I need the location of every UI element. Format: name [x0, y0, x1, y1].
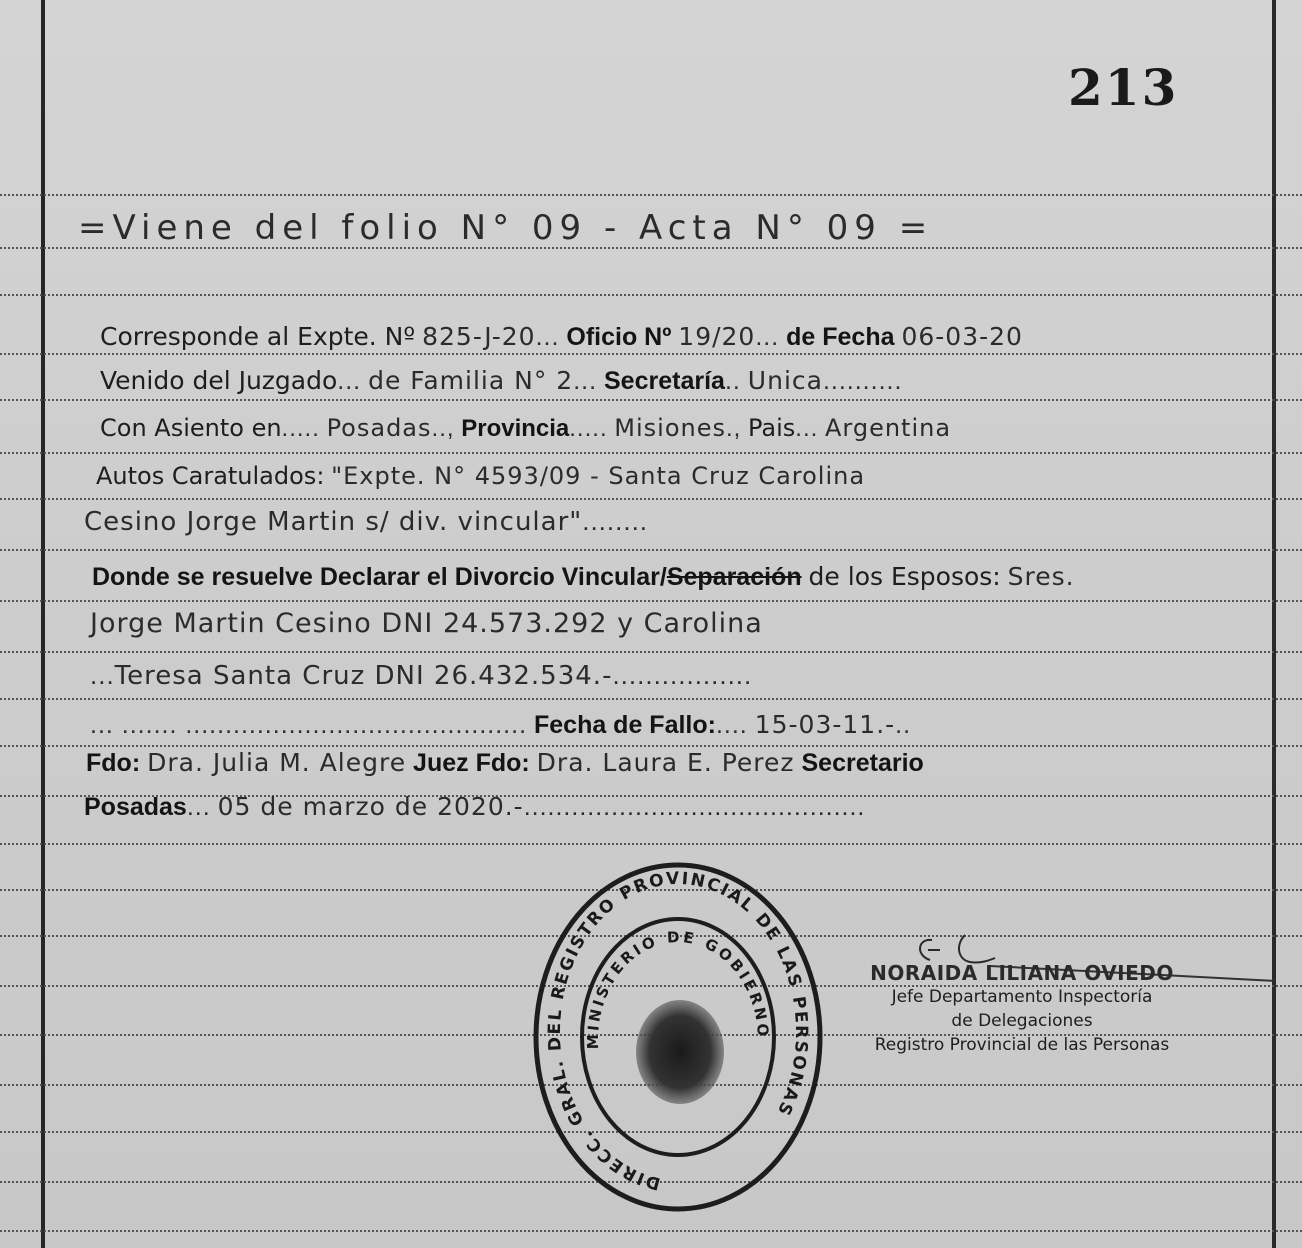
label-juez: Juez Fdo:	[413, 749, 530, 777]
row-autos-continued: Cesino Jorge Martin s/ div. vincular"........	[84, 506, 649, 537]
row-esposos-2: ...Teresa Santa Cruz DNI 26.432.534.-.................	[90, 660, 753, 691]
label-fdo-juez: Fdo:	[86, 749, 141, 777]
row-esposos-1	[90, 608, 763, 639]
label-fecha-fallo: Fecha de Fallo:	[533, 711, 716, 739]
autos-value-1: "Expte. N° 4593/09 - Santa Cruz Carolina	[331, 462, 866, 490]
oficio-value: 19/20	[678, 322, 756, 351]
right-margin-line	[1272, 0, 1276, 1248]
ruled-line	[0, 651, 1302, 653]
label-donde: Donde se resuelve Declarar el Divorcio Vincular/	[92, 563, 667, 591]
row-juzgado: Venido del Juzgado... de Familia N° 2... Secretaría.. Unica..........	[100, 366, 903, 395]
signature-title-3: Registro Provincial de las Personas	[874, 1035, 1170, 1055]
esposos-value-3: Teresa Santa Cruz DNI 26.432.534.-	[114, 661, 613, 691]
label-posadas: Posadas	[84, 793, 187, 821]
ruled-line	[0, 452, 1302, 454]
ruled-line	[0, 549, 1302, 551]
secretario-value: Dra. Laura E. Perez	[536, 748, 795, 777]
ruled-line	[0, 600, 1302, 602]
ruled-line	[0, 1230, 1302, 1232]
fecha-value: 06-03-20	[901, 322, 1023, 351]
signature-block	[852, 935, 1192, 1057]
seal-emblem-icon	[636, 1000, 724, 1104]
esposos-value-2: Jorge Martin Cesino DNI 24.573.292 y Carolina	[90, 608, 763, 639]
juzgado-value: de Familia N° 2	[368, 366, 574, 395]
label-esposos: de los Esposos:	[808, 562, 1001, 591]
ruled-line	[0, 843, 1302, 845]
posadas-value: 05 de marzo de 2020.-	[217, 792, 524, 821]
ruled-line	[0, 399, 1302, 401]
ruled-line	[0, 498, 1302, 500]
label-corresponde: Corresponde al Expte. Nº	[100, 322, 416, 351]
fecha-fallo-value: 15-03-11.-	[754, 710, 896, 739]
row-expediente: Corresponde al Expte. Nº 825-J-20... Oficio Nº 19/20... de Fecha 06-03-20	[100, 322, 1023, 351]
esposos-value-1: Sres.	[1007, 562, 1075, 591]
label-secretario: Secretario	[801, 749, 924, 777]
row-lugar-fecha: Posadas... 05 de marzo de 2020.-...........................................	[84, 792, 866, 821]
row-fecha-fallo: ... ....... ........................................... Fecha de Fallo:.... 15-03-11.-..	[90, 710, 912, 739]
row-asiento: Con Asiento en..... Posadas.., Provincia..... Misiones., Pais... Argentina	[100, 414, 952, 442]
label-asiento: Con Asiento en	[100, 414, 282, 442]
ruled-line	[0, 745, 1302, 747]
ruled-line	[0, 294, 1302, 296]
asiento-value: Posadas	[326, 414, 432, 442]
expte-value: 825-J-20	[422, 322, 536, 351]
official-seal	[528, 862, 828, 1222]
label-fecha: de Fecha	[786, 323, 895, 351]
seal-outer-text: DIRECC. GRAL. DEL REGISTRO PROVINCIAL DE LAS PERSONAS	[544, 868, 812, 1194]
pais-value: Argentina	[824, 414, 952, 442]
label-oficio: Oficio Nº	[566, 323, 672, 351]
ruled-line	[0, 194, 1302, 196]
ruled-line	[0, 698, 1302, 700]
provincia-value: Misiones	[614, 414, 726, 442]
label-separacion: Separación	[666, 563, 802, 591]
label-autos: Autos Caratulados:	[96, 462, 325, 490]
left-margin-line	[41, 0, 45, 1248]
autos-value-2: Cesino Jorge Martin s/ div. vincular"	[84, 507, 583, 537]
row-firmas	[86, 748, 924, 778]
label-venido: Venido del Juzgado	[100, 366, 338, 395]
secretaria-value: Unica	[747, 366, 823, 395]
signature-title-1: Jefe Departamento Inspectoría	[891, 987, 1153, 1007]
seal-inner-text: MINISTERIO DE GOBIERNO	[583, 927, 773, 1050]
label-provincia: Provincia	[461, 415, 570, 442]
juez-value: Dra. Julia M. Alegre	[147, 748, 407, 777]
label-secretaria: Secretaría	[604, 367, 725, 395]
ruled-line	[0, 353, 1302, 355]
row-resolucion	[92, 562, 1075, 592]
label-pais: Pais	[748, 414, 796, 442]
page-number: 213	[1068, 58, 1179, 117]
header-note: =Viene del folio N° 09 - Acta N° 09 =	[78, 208, 934, 248]
signature-name: NORAIDA LILIANA OVIEDO	[870, 961, 1174, 985]
signature-title-2: de Delegaciones	[951, 1011, 1093, 1031]
row-autos	[96, 462, 865, 491]
